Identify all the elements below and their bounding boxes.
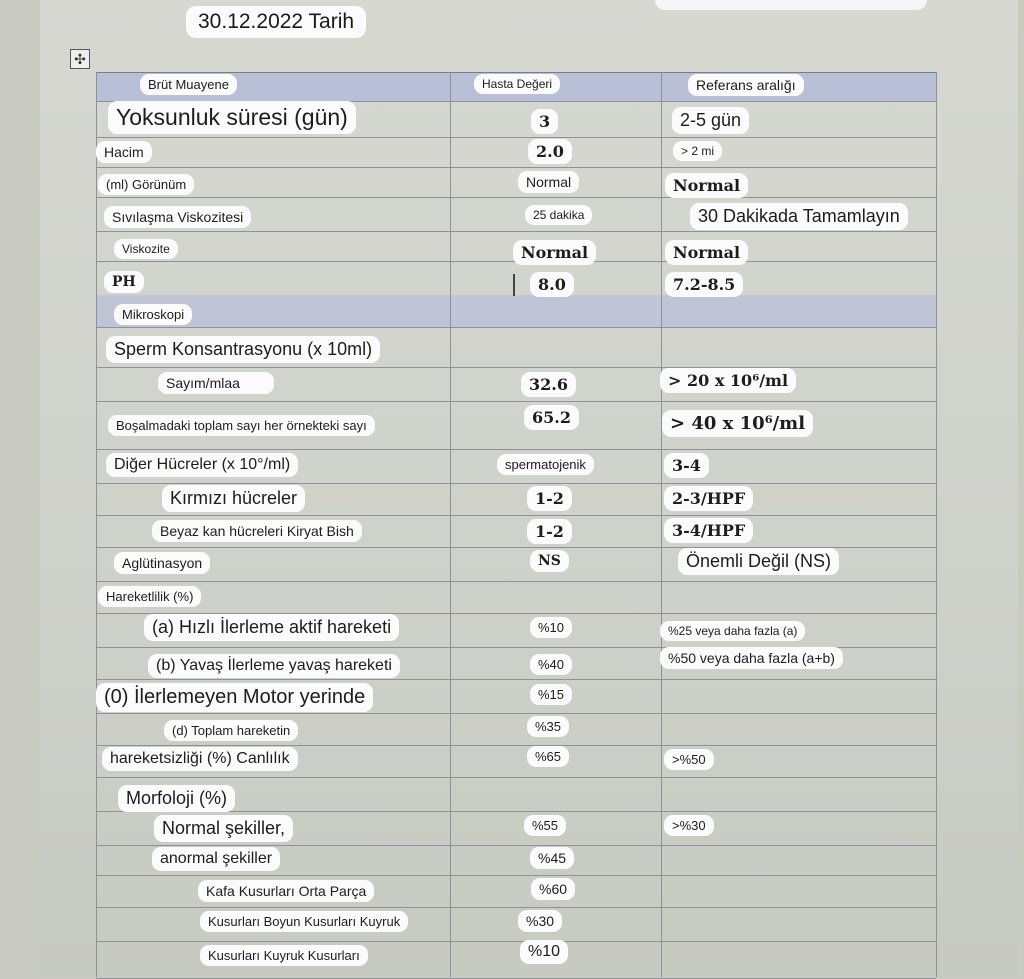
- label-normal-forms: Normal şekiller,: [154, 815, 293, 842]
- ref-volume: > 2 mi: [673, 141, 722, 161]
- label-other-cells: Diğer Hücreler (x 10°/ml): [106, 453, 298, 477]
- label-viscosity: Viskozite: [114, 239, 178, 259]
- table-border-left: [96, 72, 97, 977]
- label-immotility: hareketsizliği (%) Canlılık: [102, 747, 298, 771]
- value-tail-defects: %10: [520, 940, 568, 964]
- label-liquefaction: Sıvılaşma Viskozitesi: [104, 206, 251, 228]
- ref-rapid-progressive: %25 veya daha fazla (a): [660, 621, 805, 641]
- ref-abstinence: 2-5 gün: [672, 107, 749, 134]
- ref-normal-forms: >%30: [664, 815, 714, 836]
- ref-liquefaction: 30 Dakikada Tamamlayın: [690, 203, 908, 230]
- label-tail-defects: Kusurları Kuyruk Kusurları: [200, 945, 368, 966]
- ref-total-count: > 40 x 10⁶/ml: [662, 410, 813, 437]
- table-row: [96, 137, 936, 168]
- header-name-box: [655, 0, 927, 10]
- table-row: [96, 581, 936, 614]
- value-abnormal-forms: %45: [530, 847, 574, 869]
- section-motility: Hareketlilik (%): [98, 586, 201, 607]
- label-rapid-progressive: (a) Hızlı İlerleme aktif hareketi: [144, 614, 399, 641]
- label-appearance: (ml) Görünüm: [98, 174, 194, 195]
- label-head-defects: Kafa Kusurları Orta Parça: [198, 880, 374, 902]
- label-abstinence: Yoksunluk süresi (gün): [108, 101, 356, 134]
- label-total-motility: (d) Toplam hareketin: [164, 720, 298, 741]
- table-row: [96, 167, 936, 198]
- value-ph: 8.0: [530, 272, 574, 297]
- label-white-cells: Beyaz kan hücreleri Kiryat Bish: [152, 520, 362, 542]
- value-other-cells: spermatojenik: [497, 454, 594, 475]
- label-agglutination: Aglütinasyon: [114, 552, 210, 574]
- column-header-patient-value: Hasta Değeri: [474, 74, 560, 94]
- table-border-right: [936, 72, 937, 977]
- value-normal-forms: %55: [524, 815, 566, 836]
- value-volume: 2.0: [528, 139, 572, 164]
- table-move-handle-icon[interactable]: ✣: [70, 49, 90, 69]
- column-header-exam: Brüt Muayene: [140, 74, 237, 95]
- ref-viscosity: Normal: [665, 240, 748, 265]
- value-total-count: 65.2: [524, 405, 579, 430]
- label-concentration: Sperm Konsantrasyonu (x 10ml): [106, 336, 380, 363]
- ref-count-per-ml: > 20 x 10⁶/ml: [660, 368, 796, 393]
- ref-immotility: >%50: [664, 749, 714, 770]
- value-agglutination: NS: [530, 550, 569, 572]
- label-volume: Hacim: [96, 141, 152, 163]
- table-column-divider: [450, 72, 451, 977]
- label-red-cells: Kırmızı hücreler: [162, 485, 305, 512]
- value-immotility: %65: [527, 746, 569, 767]
- table-column-divider: [661, 72, 662, 977]
- ref-white-cells: 3-4/HPF: [664, 518, 753, 543]
- label-count-per-ml: Sayım/mlaa: [158, 372, 274, 394]
- value-head-defects: %60: [531, 878, 575, 900]
- value-total-motility: %35: [527, 716, 569, 737]
- value-slow-progressive: %40: [530, 654, 572, 675]
- table-section-row: [96, 295, 936, 328]
- value-count-per-ml: 32.6: [521, 372, 576, 397]
- text-cursor-icon: [513, 274, 523, 296]
- ref-ph: 7.2-8.5: [665, 272, 743, 297]
- ref-slow-progressive: %50 veya daha fazla (a+b): [660, 647, 843, 669]
- column-header-reference-range: Referans aralığı: [688, 74, 804, 96]
- value-non-progressive: %15: [530, 684, 572, 705]
- value-neck-defects: %30: [518, 910, 562, 932]
- value-viscosity: Normal: [513, 240, 596, 265]
- section-morphology: Morfoloji (%): [118, 785, 235, 812]
- value-rapid-progressive: %10: [530, 617, 572, 638]
- label-ph: PH: [104, 271, 144, 293]
- label-slow-progressive: (b) Yavaş İlerleme yavaş hareketi: [148, 654, 400, 678]
- value-liquefaction: 25 dakika: [525, 205, 592, 225]
- report-date: 30.12.2022 Tarih: [186, 6, 366, 38]
- ref-other-cells: 3-4: [664, 453, 709, 478]
- ref-appearance: Normal: [665, 173, 748, 198]
- label-abnormal-forms: anormal şekiller: [152, 847, 280, 871]
- label-non-progressive: (0) İlerlemeyen Motor yerinde: [96, 683, 373, 712]
- value-appearance: Normal: [518, 171, 579, 193]
- value-white-cells: 1-2: [527, 519, 572, 544]
- label-neck-defects: Kusurları Boyun Kusurları Kuyruk: [200, 911, 408, 932]
- value-abstinence: 3: [531, 109, 558, 134]
- label-total-count: Boşalmadaki toplam sayı her örnekteki sayı: [108, 415, 375, 436]
- ref-red-cells: 2-3/HPF: [664, 486, 753, 511]
- ref-agglutination: Önemli Değil (NS): [678, 548, 839, 575]
- section-microscopy: Mikroskopi: [114, 304, 192, 325]
- value-red-cells: 1-2: [527, 486, 572, 511]
